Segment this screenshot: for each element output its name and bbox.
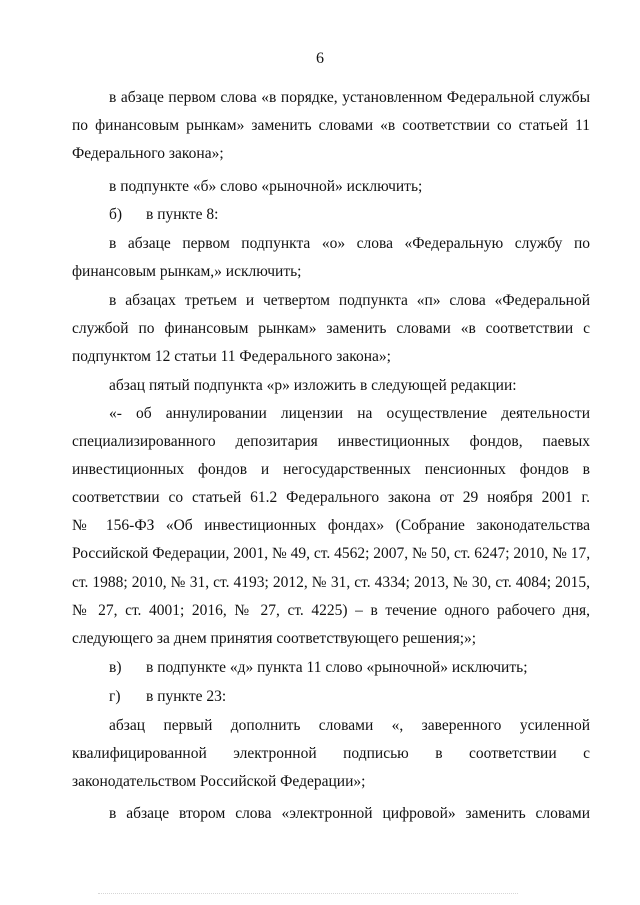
page-number: 6 (316, 50, 324, 67)
line-text: следующего за днем принятия соответствующего решения;»; (72, 630, 477, 647)
text-line (72, 173, 590, 201)
text-line (72, 287, 590, 315)
line-text: законодательством Российской Федерации»; (72, 773, 366, 790)
text-line (72, 569, 590, 597)
text-line (72, 712, 590, 740)
line-text: в абзаце первом слова «в порядке, установленном Федеральной службы (109, 89, 590, 106)
line-text: № 27, ст. 4001; 2016, № 27, ст. 4225) – в течение одного рабочего дня, (72, 602, 590, 619)
text-line (72, 343, 590, 371)
text-line (72, 84, 590, 112)
line-text: инвестиционных фондов и негосударственных пенсионных фондов в (72, 461, 590, 478)
text-line (72, 540, 590, 568)
text-line (72, 400, 590, 428)
line-text: Российской Федерации, 2001, № 49, ст. 4562; 2007, № 50, ст. 6247; 2010, № 17, (72, 545, 591, 562)
text-line (72, 456, 590, 484)
line-text: в подпункте «д» пункта 11 слово «рыночной» исключить; (146, 659, 528, 676)
line-text: соответствии со статьей 61.2 Федерального закона от 29 ноября 2001 г. (72, 489, 590, 506)
line-text: абзац пятый подпункта «р» изложить в следующей редакции: (109, 377, 517, 394)
text-line (72, 230, 590, 258)
line-text: специализированного депозитария инвестиционных фондов, паевых (72, 433, 590, 450)
line-text: в абзаце первом подпункта «о» слова «Федеральную службу по (109, 235, 590, 252)
text-line (72, 428, 590, 456)
list-marker: б) (109, 206, 123, 223)
text-line (72, 740, 590, 768)
line-text: абзац первый дополнить словами «, заверенного усиленной (109, 717, 590, 734)
text-line (72, 800, 590, 828)
text-line (72, 625, 590, 653)
text-line (72, 140, 590, 168)
text-line (72, 484, 590, 512)
line-text: финансовым рынкам,» исключить; (72, 263, 302, 280)
line-text: Федерального закона»; (72, 145, 224, 162)
text-line (72, 683, 590, 711)
text-line (72, 512, 590, 540)
line-text: «- об аннулировании лицензии на осуществление деятельности (109, 405, 590, 422)
text-line (72, 654, 590, 682)
line-text: в подпункте «б» слово «рыночной» исключить; (109, 178, 423, 195)
line-text: службой по финансовым рынкам» заменить словами «в соответствии с (72, 320, 590, 337)
list-marker: в) (109, 659, 122, 676)
text-line (72, 768, 590, 796)
text-line (72, 112, 590, 140)
scan-artifact-line (98, 893, 518, 900)
line-text: подпунктом 12 статьи 11 Федерального закона»; (72, 348, 391, 365)
line-text: в абзацах третьем и четвертом подпункта «п» слова «Федеральной (109, 292, 590, 309)
line-text: в абзаце втором слова «электронной цифровой» заменить словами (109, 805, 590, 822)
line-text: квалифицированной электронной подписью в соответствии с (72, 745, 590, 762)
text-line (72, 315, 590, 343)
line-text: по финансовым рынкам» заменить словами «в соответствии со статьей 11 (72, 117, 590, 134)
line-text: ст. 1988; 2010, № 31, ст. 4193; 2012, № 31, ст. 4334; 2013, № 30, ст. 4084; 2015, (72, 574, 590, 591)
line-text: в пункте 23: (146, 688, 227, 705)
text-line (72, 258, 590, 286)
list-marker: г) (109, 688, 121, 705)
line-text: № 156-ФЗ «Об инвестиционных фондах» (Собрание законодательства (72, 517, 590, 534)
line-text: в пункте 8: (146, 206, 219, 223)
text-line (72, 597, 590, 625)
text-line (72, 201, 590, 229)
text-line (72, 372, 590, 400)
